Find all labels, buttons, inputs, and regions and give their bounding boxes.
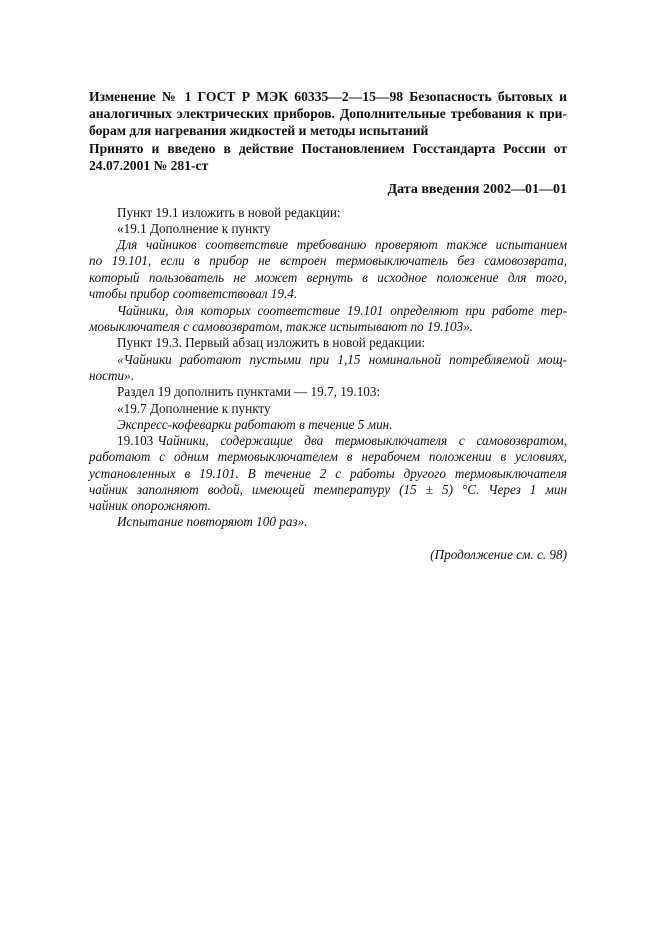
paragraph-line: чтобы прибор соответствовал 19.4. <box>89 286 298 301</box>
paragraph: Пункт 19.3. Первый абзац изложить в новой редакции: <box>117 335 426 350</box>
paragraph-line <box>117 433 567 449</box>
paragraph-line: Чайники, для которых соответствие 19.101 определяют при работе тер- <box>117 303 567 318</box>
paragraph: «19.1 Дополнение к пункту <box>117 221 271 236</box>
continuation-note: (Продолжение см. с. 98) <box>430 547 567 562</box>
paragraph: Экспресс-кофеварки работают в течение 5 мин. <box>117 417 393 432</box>
paragraph: Пункт 19.1 изложить в новой редакции: <box>117 205 341 220</box>
paragraph-line: чайник заполняют водой, имеющей температуру (15 ± 5) °С. Через 1 мин <box>89 482 567 497</box>
title-line: борам для нагревания жидкостей и методы испытаний <box>89 123 429 138</box>
clause-number: 19.103 <box>117 433 154 448</box>
effective-date: Дата введения 2002—01—01 <box>387 182 567 197</box>
paragraph-line: чайник опорожняют. <box>89 498 211 513</box>
paragraph: Испытание повторяют 100 раз». <box>117 514 308 529</box>
paragraph-line: Для чайников соответствие требованию проверяют также испытанием <box>117 237 567 252</box>
paragraph: «19.7 Дополнение к пункту <box>117 401 271 416</box>
title-line: Изменение № 1 ГОСТ Р МЭК 60335—2—15—98 Безопасность бытовых и <box>89 89 567 104</box>
paragraph-line: мовыключателя с самовозвратом, также испытывают по 19.103». <box>89 319 474 334</box>
paragraph-line: ности». <box>89 368 134 383</box>
clause-text: Чайники, содержащие два термовыключателя с самовозвратом, <box>157 433 567 448</box>
paragraph-line: по 19.101, если в прибор не встроен термовыключатель без самовозврата, <box>89 253 567 268</box>
adoption-line: Принято и введено в действие Постановлением Госстандарта России от <box>89 141 567 156</box>
paragraph: Раздел 19 дополнить пунктами — 19.7, 19.103: <box>117 384 381 399</box>
title-line: аналогичных электрических приборов. Дополнительные требования к при- <box>89 106 567 121</box>
paragraph-line: работают с одним термовыключателем в нерабочем положении в условиях, <box>89 449 567 464</box>
paragraph-line: установленных в 19.101. В течение 2 с работы другого термовыключателя <box>89 466 567 481</box>
adoption-line: 24.07.2001 № 281-ст <box>89 158 209 173</box>
paragraph-line: который пользователь не может вернуть в исходное положение для того, <box>89 270 567 285</box>
paragraph-line: «Чайники работают пустыми при 1,15 номинальной потребляемой мощ- <box>117 352 567 367</box>
